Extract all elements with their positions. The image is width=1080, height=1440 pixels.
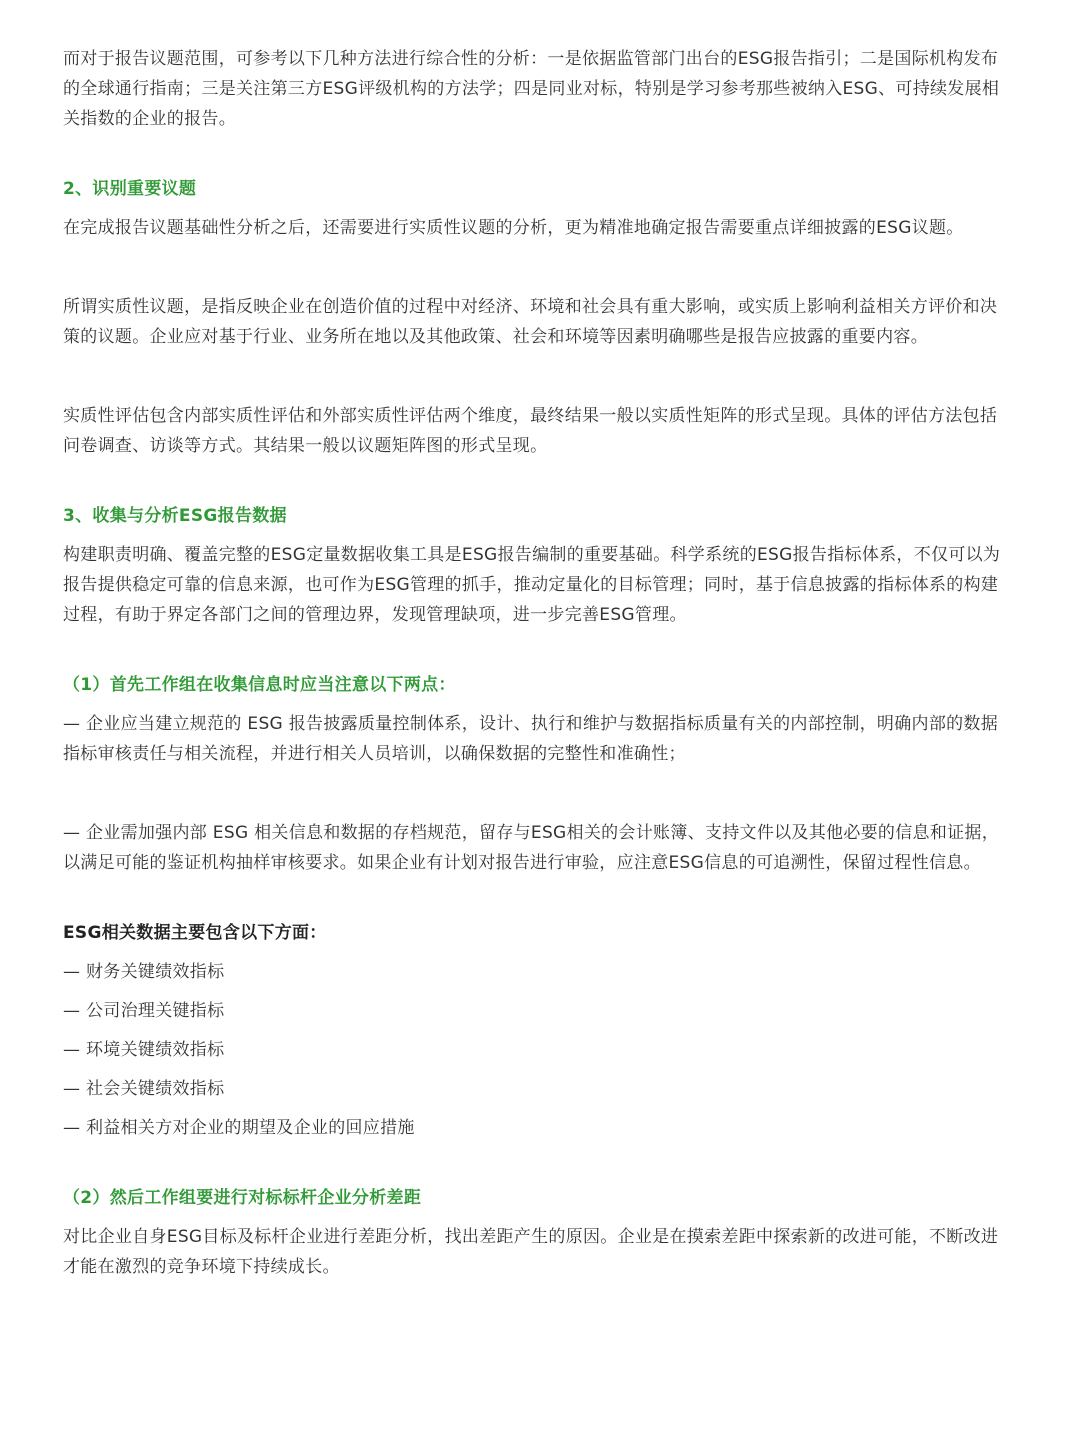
paragraph-material-issue-definition: 所谓实质性议题，是指反映企业在创造价值的过程中对经济、环境和社会具有重大影响，或实质上影响利益相关方评价和决策的议题。企业应对基于行业、业务所在地以及其他政策、社会和环境等因素明确哪些是报告应披露的重要内容。 [63,297,998,347]
article-body [63,44,1003,1282]
list-item: — 财务关键绩效指标 [63,962,225,982]
paragraph-gap-analysis: 对比企业自身ESG目标及标杆企业进行差距分析，找出差距产生的原因。企业是在摸索差距中探索新的改进可能，不断改进才能在激烈的竞争环境下持续成长。 [63,1227,999,1277]
intro-paragraph: 而对于报告议题范围，可参考以下几种方法进行综合性的分析：一是依据监管部门出台的ESG报告指引；二是国际机构发布的全球通行指南；三是关注第三方ESG评级机构的方法学；四是同业对标，特别是学习参考那些被纳入ESG、可持续发展相关指数的企业的报告。 [63,49,1000,129]
data-scope-heading: ESG相关数据主要包含以下方面： [63,923,327,943]
list-item: — 社会关键绩效指标 [63,1079,225,1099]
section-heading-collect-data: 3、收集与分析ESG报告数据 [63,506,287,526]
subheading-collection-notes: （1）首先工作组在收集信息时应当注意以下两点： [63,675,456,695]
list-item: — 公司治理关键指标 [63,1001,225,1021]
list-item: — 利益相关方对企业的期望及企业的回应措施 [63,1118,415,1138]
paragraph-archiving-standards: — 企业需加强内部 ESG 相关信息和数据的存档规范，留存与ESG相关的会计账簿、支持文件以及其他必要的信息和证据，以满足可能的鉴证机构抽样审核要求。如果企业有计划对报告进行审验，应注意ESG信息的可追溯性，保留过程性信息。 [63,823,1000,873]
list-item: — 环境关键绩效指标 [63,1040,225,1060]
paragraph-data-collection-tool: 构建职责明确、覆盖完整的ESG定量数据收集工具是ESG报告编制的重要基础。科学系统的ESG报告指标体系，不仅可以为报告提供稳定可靠的信息来源，也可作为ESG管理的抓手，推动定量化的目标管理；同时，基于信息披露的指标体系的构建过程，有助于界定各部门之间的管理边界，发现管理缺项，进一步完善ESG管理。 [63,545,1001,625]
paragraph-quality-control: — 企业应当建立规范的 ESG 报告披露质量控制体系，设计、执行和维护与数据指标质量有关的内部控制，明确内部的数据指标审核责任与相关流程，并进行相关人员培训，以确保数据的完整性和准确性； [63,714,999,764]
paragraph-materiality-analysis: 在完成报告议题基础性分析之后，还需要进行实质性议题的分析，更为精准地确定报告需要重点详细披露的ESG议题。 [63,218,964,238]
subheading-benchmark-analysis: （2）然后工作组要进行对标标杆企业分析差距 [63,1188,422,1208]
paragraph-materiality-assessment: 实质性评估包含内部实质性评估和外部实质性评估两个维度，最终结果一般以实质性矩阵的形式呈现。具体的评估方法包括问卷调查、访谈等方式。其结果一般以议题矩阵图的形式呈现。 [63,406,998,456]
section-heading-identify-issues: 2、识别重要议题 [63,179,197,199]
